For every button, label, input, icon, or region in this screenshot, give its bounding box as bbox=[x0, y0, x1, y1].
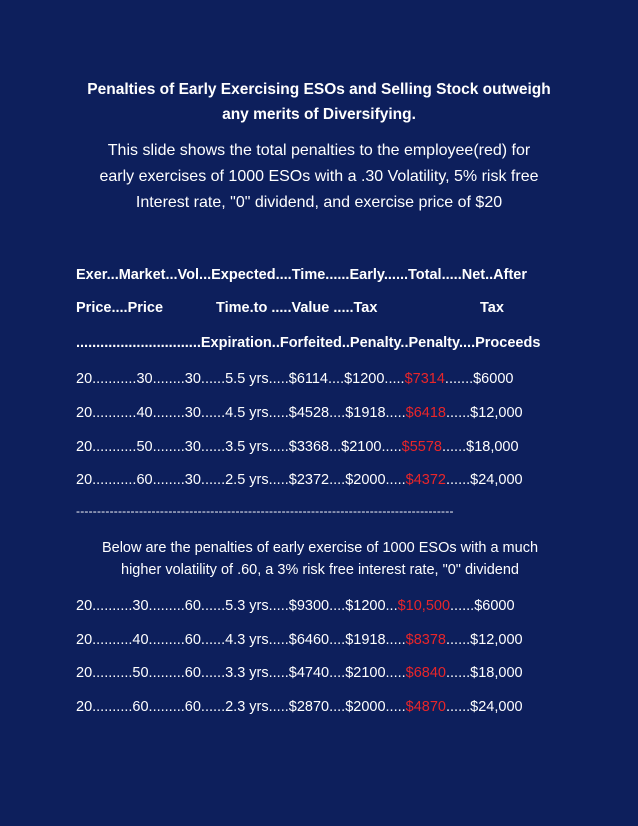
row-proceeds: ......$18,000 bbox=[441, 439, 519, 455]
table-row bbox=[76, 596, 515, 616]
intro-paragraph bbox=[60, 138, 578, 216]
penalty-value: $6418 bbox=[405, 405, 446, 421]
penalty-value: $4372 bbox=[405, 472, 446, 488]
row-proceeds: ......$18,000 bbox=[445, 665, 523, 681]
table-row bbox=[76, 403, 523, 423]
note-line-2: higher volatility of .60, a 3% risk free interest rate, "0" dividend bbox=[121, 562, 519, 578]
table-row bbox=[76, 437, 519, 457]
penalty-value: $4870 bbox=[405, 699, 446, 715]
penalty-value: $7314 bbox=[404, 371, 445, 387]
row-proceeds: ......$6000 bbox=[450, 598, 515, 614]
table-row bbox=[76, 470, 523, 490]
penalty-value: $6840 bbox=[405, 665, 446, 681]
volatility-note bbox=[70, 537, 570, 581]
row-values: 20..........40.........60......4.3 yrs.....$6460....$1918..... bbox=[76, 632, 406, 648]
table-header-line-2 bbox=[76, 298, 504, 318]
table-row bbox=[76, 697, 523, 717]
table-header-line-1: Exer...Market...Vol...Expected....Time......Early......Total.....Net..After bbox=[76, 267, 527, 283]
row-proceeds: .......$6000 bbox=[444, 371, 514, 387]
row-values: 20...........40........30......4.5 yrs.....$4528....$1918..... bbox=[76, 405, 406, 421]
penalty-value: $5578 bbox=[401, 439, 442, 455]
row-values: 20..........60.........60......2.3 yrs.....$2870....$2000..... bbox=[76, 699, 406, 715]
table-row bbox=[76, 369, 513, 389]
row-values: 20..........30.........60......5.3 yrs.....$9300....$1200... bbox=[76, 598, 398, 614]
header-price-label: Price....Price bbox=[76, 300, 164, 316]
table-row bbox=[76, 663, 523, 683]
row-proceeds: ......$12,000 bbox=[445, 405, 523, 421]
row-proceeds: ......$24,000 bbox=[445, 699, 523, 715]
penalty-value: $8378 bbox=[405, 632, 446, 648]
row-values: 20...........50........30......3.5 yrs.....$3368...$2100..... bbox=[76, 439, 402, 455]
row-values: 20..........50.........60......3.3 yrs.....$4740....$2100..... bbox=[76, 665, 406, 681]
penalty-value: $10,500 bbox=[397, 598, 451, 614]
row-proceeds: ......$12,000 bbox=[445, 632, 523, 648]
header-time-label: Time.to .....Value .....Tax bbox=[216, 300, 378, 316]
table-row bbox=[76, 630, 523, 650]
row-values: 20...........30........30......5.5 yrs.....$6114....$1200..... bbox=[76, 371, 405, 387]
row-proceeds: ......$24,000 bbox=[445, 472, 523, 488]
title-line-2: any merits of Diversifying. bbox=[222, 106, 416, 123]
header-tax-label: Tax bbox=[480, 300, 504, 316]
intro-line-2: early exercises of 1000 ESOs with a .30 Volatility, 5% risk free bbox=[99, 168, 539, 185]
slide-title bbox=[60, 77, 578, 127]
title-line-1: Penalties of Early Exercising ESOs and Selling Stock outweigh bbox=[87, 81, 551, 98]
note-line-1: Below are the penalties of early exercise of 1000 ESOs with a much bbox=[101, 540, 539, 556]
table-header-line-3: ...............................Expiration..Forfeited..Penalty..Penalty....Proceeds bbox=[76, 335, 541, 351]
intro-line-3: Interest rate, "0" dividend, and exercise price of $20 bbox=[135, 194, 503, 211]
row-values: 20...........60........30......2.5 yrs.....$2372....$2000..... bbox=[76, 472, 406, 488]
dashed-separator: ------------------------------------------------------------------------------------------ bbox=[76, 504, 454, 518]
intro-line-1: This slide shows the total penalties to the employee(red) for bbox=[107, 142, 531, 159]
